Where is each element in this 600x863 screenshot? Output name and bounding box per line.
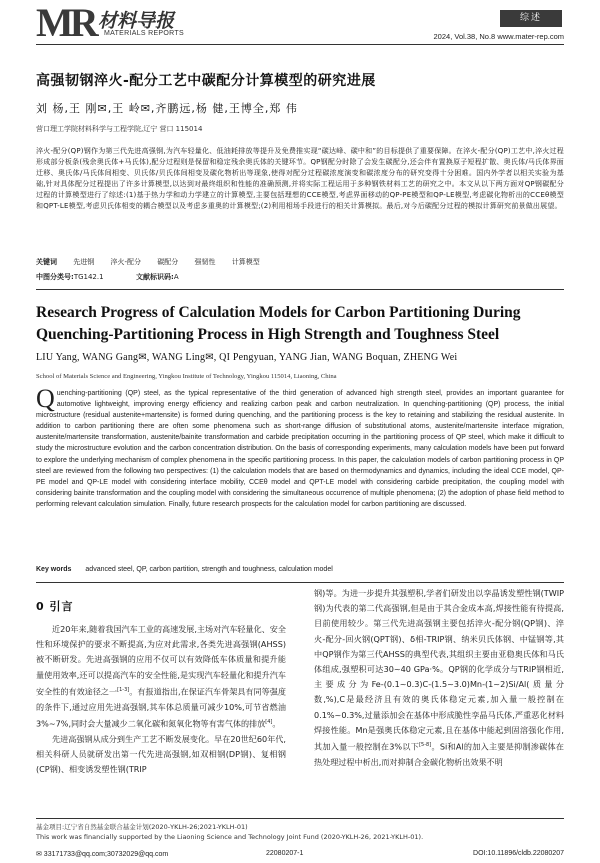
- section-heading-intro: 0 引言: [36, 600, 74, 613]
- class-label: 中图分类号:: [36, 273, 74, 281]
- section-badge: 综述: [500, 10, 562, 27]
- body-column-right: [314, 586, 564, 770]
- footnote-rule: [36, 818, 564, 819]
- keywords-cn-label: 关键词: [36, 258, 57, 266]
- author-email: ✉ 33171733@qq.com;30732029@qq.com: [36, 851, 169, 858]
- authors-en: LIU Yang, WANG Gang✉, WANG Ling✉, QI Pengyuan, YANG Jian, WANG Boquan, ZHENG Wei: [36, 352, 458, 363]
- affiliation-en: School of Materials Science and Engineering, Yingkou Institute of Technology, Yingkou 115014, Liaoning, China: [36, 373, 337, 380]
- affiliation-cn: 营口理工学院材料科学与工程学院,辽宁 营口 115014: [36, 125, 203, 133]
- funding-note: [36, 822, 564, 842]
- journal-logo-letters: MR: [36, 0, 95, 45]
- issue-info: 2024, Vol.38, No.8 www.mater-rep.com: [433, 32, 564, 41]
- keywords-en-values: advanced steel, QP, carbon partition, strength and toughness, calculation model: [85, 566, 333, 573]
- keyword-cn: 先进钢: [73, 258, 95, 266]
- page-title-cn: 高强韧钢淬火-配分工艺中碳配分计算模型的研究进展: [36, 73, 376, 89]
- header-rule: [36, 44, 564, 45]
- doc-code-value: A: [173, 273, 179, 281]
- page-title-en: Research Progress of Calculation Models for Carbon Partitioning During Quenching-Partitioning Process in High Strength and Toughness Steel: [36, 304, 521, 343]
- keywords-en: [36, 566, 333, 573]
- paragraph: 近20年来,随着我国汽车工业的高速发展,主场对汽车轻量化、安全性和环境保护的要求不断提高,为应对此需求,各类先进高强钢(AHSS)被不断研发。先进高强钢的应用不仅可以有效降低车体质量和提升能量使用效率,还可以提高汽车的安全性能,是实现汽车轻量化和提升汽车安全性的有效途径之一[1-3]。有报道指出,在保证汽车骨架具有同等强度的条件下,通过应用先进高强钢,其车体总质量可减少10%,可节省燃油3%~7%,同时会大量减少二氧化碳和氮氧化物等有害气体的排放[4]。: [36, 624, 286, 729]
- keyword-cn: 碳配分: [157, 258, 179, 266]
- doc-code-label: 文献标识码:: [136, 273, 174, 281]
- class-value: TG142.1: [73, 273, 104, 281]
- paragraph: 钢)等。为进一步提升其强塑积,学者们研发出以孪晶诱发塑性钢(TWIP钢)为代表的第二代高强钢,但是由于其合金成本高,焊接性能有待提高,目前使用较少。第三代先进高强钢主要包括淬火-配分钢(QP钢)、淬火-配分-回火钢(QPT钢)、δ相-TRIP钢、纳米贝氏体钢、中锰钢等,其中QP钢作为第三代AHSS的典型代表,其组织主要由亚稳奥氏体和马氏体组成,强塑积可达30~40 GPa·%。QP钢的化学成分与TRIP钢相近,主要成分为Fe-(0.1~0.3)C-(1.5~3.0)Mn-(1~2)Si/Al(质量分数,%),C是最经济且有效的奥氏体稳定元素,加入量一般控制在0.1%~0.3%,过量添加会在基体中形成脆性孪晶马氏体,严重恶化材料焊接性能。Mn是强奥氏体稳定元素,且在基体中能起到固溶强化作用,其加入量一般控制在3%以下[5-8]。Si和Al的加入主要是抑制渗碳体在热处理过程中析出,而对抑制合金碳化物析出效果不明: [314, 588, 564, 767]
- authors-cn: 刘 杨,王 刚✉,王 岭✉,齐鹏远,杨 健,王博全,郑 伟: [36, 102, 298, 115]
- keywords-en-label: Key words: [36, 566, 72, 573]
- funding-cn: 基金项目:辽宁省自然基金联合基金计划(2020-YKLH-26;2021-YKLH-01): [36, 823, 248, 831]
- abstract-en: [36, 384, 564, 510]
- funding-en: This work was financially supported by the Liaoning Science and Technology Joint Fund (2020-YKLH-26, 2021-YKLH-01).: [36, 833, 424, 841]
- abstract-end-rule: [36, 582, 564, 583]
- journal-name-cn: 材料导报: [98, 10, 175, 32]
- keyword-cn: 计算模型: [231, 258, 260, 266]
- abstract-cn: 淬火-配分(QP)钢作为第三代先进高强钢,为汽车轻量化、低油耗排放等提升及免费推实现“碳达峰、碳中和”的目标提供了重要保障。在淬火-配分(QP)工艺中,淬火过程形成部分板条(残余奥氏体+马氏体),配分过程则是保留和稳定残余奥氏体的关键环节。QP钢配分时除了会发生碳配分,还会伴有置换原子短程扩散、奥氏体/马氏体界面迁移、奥氏体/马氏体间相变、贝氏体/贝氏体间相变及碳化物析出等现象,使得对配分过程碳浓度演变和碳浓度分布的研究变得十分困难。国内外学者以相关实验为基础,针对具体配分过程提出了许多计算模型,以达到对最终组织和性能的准确预测,并将实际工程运用于多种钢铁材料工艺的研究之中。本文从以下两方面对QP钢碳配分过程的计算模型进行了综述:(1)基于热力学和动力学建立的计算模型,主要包括理想的CCE模型,考虑界面移动的QP-PE模型和QP-LE模型,考虑碳化物析出的CCEθ模型和QPT-LE模型,考虑贝氏体相变的耦合模型以及考虑多重奥的计算模型;(2)利用相场手段进行的相关计算模拟。最后,对今后碳配分过程的模拟计算研究前景做出展望。: [36, 147, 564, 210]
- body-column-left: [36, 622, 286, 777]
- section-divider: [36, 289, 564, 290]
- keyword-cn: 强韧性: [194, 258, 216, 266]
- page-code: 22080207-1: [266, 850, 304, 857]
- classification-line: [36, 272, 179, 282]
- journal-name-en: MATERIALS REPORTS: [104, 30, 184, 37]
- paragraph: 先进高强钢从成分到生产工艺不断发展变化。早在20世纪60年代,相关科研人员就研发出第一代先进高强钢,如双相钢(DP钢)、复相钢(CP钢)、相变诱发塑性钢(TRIP: [36, 733, 286, 775]
- keywords-cn: [36, 257, 260, 267]
- doi: DOI:10.11896/cldb.22080207: [473, 850, 564, 857]
- keyword-cn: 淬火-配分: [110, 258, 141, 266]
- abstract-en-text: uenching-partitioning (QP) steel, as the typical representative of the third generation of advanced high strength steel, provides an important guarantee for automotive lightweight, improving energy efficiency and realizing carbon peak and carbon neutralization. In quenching-partitioning (QP) process, the initial microstructure (residual austenite+martensite) is formed during quenching, and the partitioning process is the key to retaining and stabilizing the residual austenite. In addition to carbon partitioning there are often some phenomena such as short-range diffusion of substitutional atoms, austenite/martensite interface migration, austenite/martensite transformation, austenite/bainite transformation and carbide precipitation occurring in the partitioning process of QP steel, which make it difficult to study the microstructure evolution and the carbon concentration distribution. On the basis of corresponding experiments, many calculation models have been put forward to explore the underlying mechanism of complex phenomena in the specific partitioning process. In this paper, the calculation models of carbon partitioning process in QP steel are reviewed from the following two perspectives: (1) the calculation models that are based on thermodynamics and dynamics, including the ideal CCE model, QP-PE model and QP-LE model with considering interface mobility, CCEθ model and QPT-LE model with considering carbide precipitation, the coupling model with considering bainite transformation and the coupling model with considering the simultaneous occurrence of multiple phenomena; (2) the adoption of phase field method to performing relevant calculation simulation. Finally, future research prospects for the calculation model for carbon partitioning are discussed.: [36, 390, 564, 508]
- abstract-dropcap: Q: [36, 384, 55, 413]
